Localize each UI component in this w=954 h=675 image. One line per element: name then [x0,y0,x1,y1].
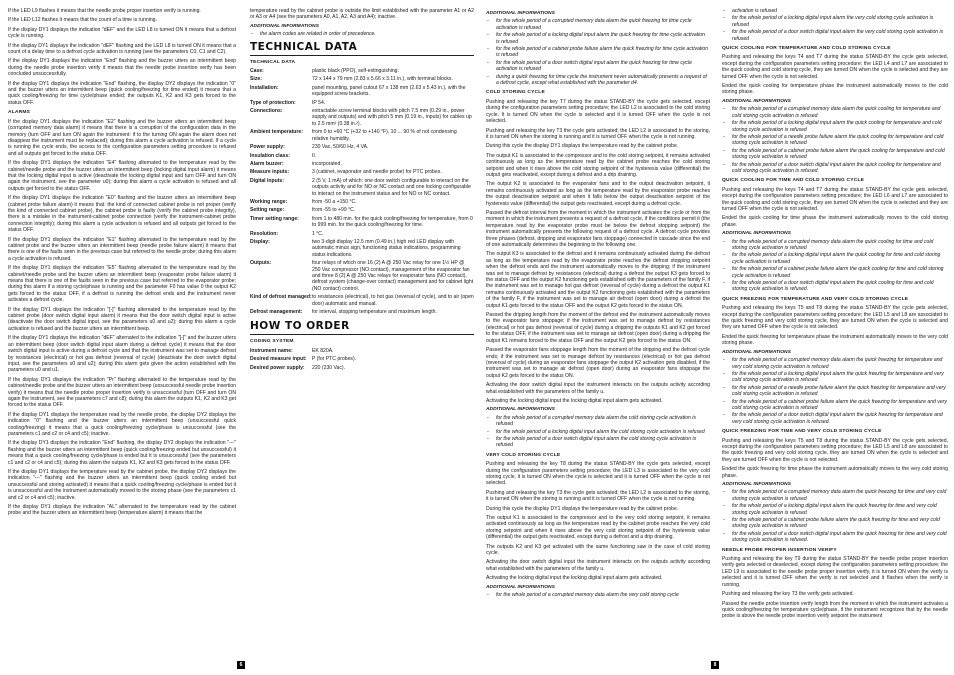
paragraph: Pushing and releasing the keys T4 and T7 during the status STAND-BY the cycle gets selected, except during the configuration parameters setting procedure; the LED L6 and L7 are associated to the quick cooling and cold storing cycle, they are turned ON when the cycle is selected and they are turned OFF when the cycle is not selected. [722,186,948,212]
list-item: - the alarm codes are related in order of precedence. [250,31,474,37]
paragraph: Pushing and releasing the key T3 the cycle gets activated; the LED L2 is associated to the storing, it is turned ON when the storing is running and it is turned OFF when the cycle is not running. [486,127,710,140]
paragraph: Pushing and releasing the key T3 the verify gets activated. [722,591,854,598]
list-item: - for the whole period of a cabinet probe failure alarm the quick cooling for time and cold storing cycle activation is refused [722,266,948,279]
list-item: - during a quick freezing for time cycle the instrument never automatically presents a request of a defrost cycle, except what established with the parameter d4. [486,74,710,87]
paragraph: If the display DY1 displays the temperature read by the cabinet probe, the display DY2 displays the indication "---" flashing and the buzzer utters an intermittent beep (quick cooling ended but unsuccessful and storing activated) it means that a quick cooling/freezing cycle/phase is ended but it is unsuccessful and the instrument automatically moved to the storing phase (see the parameters c1 and c2 or c4 and c5); inactive. [8,469,236,501]
spec-value: from -55 to +99 °C. [312,207,356,214]
spec-key: Insulation class: [250,152,290,159]
paragraph: Activating the door switch digital input the instrument interacts on the outputs activity according what established with the parameters of the family u. [486,559,710,572]
list-item: - for the whole period of a door switch digital input alarm the quick freezing for temperature and very cold storing cycle activation is refused. [722,412,948,425]
spec-value: IP 54. [312,99,326,106]
spec-value: 2 (5 V, 1 mA) of which: one door switch configurable to interact on the outputs activity and for NO or NC contact and one locking configurable to interact on the instrument status and for NO or NC contact. [312,177,471,197]
order-key: Desired power supply: [250,364,305,371]
divider [250,55,474,56]
table-row [250,294,474,309]
spec-key: Digital inputs: [250,177,284,184]
list-item: - for the whole period of a corrupted memory data alarm the quick freezing for temperature and very cold storing cycle activation is refused [722,357,948,370]
spec-value: from 1 to 480 min. for the quick cooling/freezing for temperature, from 0 to 999 min. for the quick cooling/freezing for time. [312,215,473,229]
spec-key: Kind of defrost managed: [250,294,312,301]
spec-key: Outputs: [250,260,272,267]
table-row [250,207,474,215]
order-value: 220 (230 Vac). [312,364,346,371]
spec-value: II. [312,152,317,159]
table-row [250,144,474,152]
technical-data-table [250,68,474,317]
additional-info-heading: ADDITIONAL INFORMATIONS [486,584,555,590]
paragraph: If the display DY1 displays the indication "E5" flashing alternated to the temperature read by the cabinet/needle probe and the buzzer utters an intermittent beep (evaporator probe failure alarm) it means that there is one of the faults seen in the previous case but referred to the evaporator probe; during this alarm if a storing cycle/phase is running and the parameter F0 has value 0 the output K2 gets forced to the status OFF, if a defrost is running the defrost ends and the instrument never activates a defrost cycle. [8,265,236,304]
paragraph: If the LED L9 flashes it means that the needle probe proper insertion verify is running. [8,8,201,14]
paragraph: Passed the dripping length from the moment of the defrost end the instrument automatically moves to the evaporator fans stoppage; if the instrument was set to manage defrost by resistances (electrical) or hot gas defrost (reversal of cycle) during a dripping the outputs K1 and K2 get forced to the status OFF, if the instrument was set to manage air defrost (open door) during a dripping the output K1 remains forced to the status OFF and the output K2 gets forced to the status ON. [486,312,710,344]
list-item: - for the whole period of a locking digital input alarm the cold storing cycle activation is refused [486,429,710,435]
paragraph: Ended the quick freezing for temperature phase the instrument automatically moves to the very cold storing phase. [722,333,948,347]
table-row [250,161,474,169]
table-row [250,239,474,260]
paragraph: Ended the quick cooling for temperature phase the instrument automatically moves to the cold storing phase. [722,83,948,96]
page-number: 8 [711,661,719,669]
table-row [250,100,474,108]
additional-info-heading: ADDITIONAL INFORMATIONS [722,349,791,355]
table-row [250,85,474,100]
paragraph: The output K1 is associated to the compressor and to the cold storing setpoint, it remains activated continuously as long as the temperature read by the cabinet probe reaches the cold storing setpoint and when it rises above the cold storing setpoint of the hysteresis value (differential) the output gets reactivated, except during a defrost and a drip draining. [486,152,710,178]
spec-key: Setting range: [250,207,285,214]
spec-value: two 3-digit display 12.5 mm (0.49 in.) high red LED display with automatic minus sign, functioning status indications, programming status indications. [312,238,461,258]
paragraph: Pushing and releasing the key T8 during the status STAND-BY the cycle gets selected, except during the configuration parameters setting procedure; the LED L3 is associated to the very cold storing cycle, it is turned ON when the cycle is selected and it is turned OFF when the cycle is not selected. [486,461,710,487]
list-item: - for the whole period of a locking digital input alarm the quick freezing for time cycle activation is refused [486,32,710,45]
table-row [250,129,474,144]
alarms-heading: ALARMS [8,110,31,116]
spec-key: Installation: [250,84,279,91]
list-item: - for the whole period of a corrupted memory data alarm the very cold storing cycle [486,592,710,598]
paragraph: Pushing and releasing the key T9 during the status STAND-BY the needle probe proper insertion verify gets selected or deselected, except during the configuration parameters setting procedure; the LED L9 is associated to the needle probe proper insertion verify, it is turned ON when the verify is selected and it is turned OFF when the verify is not selected and it flashes when the verify is running. [722,556,948,588]
paragraph: Passed the defrost interval from the moment in which the instrument activates the cycle or from the moment in which the instrument presents a request of a defrost cycle, if the conditions permit it (the temperature read by the evaporator probe must be below the defrost stopping setpoint) the instrument automatically presents the following request of a defrost cycle. A defrost cycle provides three phases (defrost, dripping and evaporator fans stoppage) connected in cascade since the end of one automatically determines the beginning to the following one. [486,209,710,248]
paragraph: If the display DY1 displays the indication "dEF" and the LED L8 is turned ON it means that a defrost cycle is running. [8,26,236,40]
section-heading: NEEDLE PROBE PROPER INSERTION VERIFY [722,547,837,553]
additional-info-heading: ADDITIONAL INFORMATIONS [486,407,555,413]
order-value: P (for PTC probes). [312,356,357,363]
spec-key: Size: [250,76,262,83]
list-item: - for the whole period of a door switch digital input alarm the cold storing cycle activation is refused [486,436,710,449]
table-row [250,356,474,364]
paragraph: The output K2 is associated to the evaporator fans and to the output deactivation setpoint, it remains continuously activated as long as the temperature read by the evaporator probe reaches the output deactivation setpoint and when it falls below the output deactivation setpoint of the hysteresis value (differential) the output gets reactivated, except during a defrost cycle. [486,181,710,207]
list-item: - for the whole period of a locking digital input alarm the quick freezing for time and very cold storing cycle activation is refused [722,503,948,516]
paragraph: The output K3 is associated to the defrost and it remains continuously activated during the defrost as long as the temperature read by the evaporator probe reaches the defrost stopping setpoint when the defrost ends and the instrument automatically moves to the dripping; if the instrument was set to manage defrost by resistances (electrical) during a defrost the output K3 gets forced to the status OFF and the output K2 functioning gets established with the parameters of the family F, if the instrument was set to manage hot gas defrost (reversal of cycle) during a defrost the output K1 remains continuously activated and the output K2 functioning gets established with the parameters of the family F, if the instrument was set to manage air defrost (open door) during a defrost the output K1 gets forced to the status OFF and the output K2 gets forced to the status ON. [486,251,710,309]
paragraph: The outputs K2 and K3 get activated with the same functioning saw in the case of cold storing cycle. [486,543,710,557]
paragraph: If the display DY1 displays the indication "End" flashing, the display DY2 displays the indication "0" and the buzzer utters an intermittent beep (quick cooling/freezing for time ended) it means that a quick cooling/freezing for time cycle/phase ended; the outputs K1, K2 and K3 gets forced to the status OFF. [8,80,236,106]
paragraph: If the display DY1 displays the indication "E1" flashing alternated to the temperature read by the cabinet probe and the buzzer utters an intermittent beep (needle probe failure alarm) it means that there is one of the faults seen in the previous case but referred to the needle probe; during this alarm a cycle activation is refused. [8,236,236,262]
order-value: EK 820A. [312,347,334,354]
paragraph: Activating the locking digital input the locking digital input alarm gets activated. [486,575,663,582]
spec-key: Working range: [250,198,288,205]
spec-value: extractable screw terminal blocks with pitch 7.5 mm (0.29 in., power supply and outputs) and with pitch 5 mm (0.19 in., inputs) for cables up to 2.5 mm² (0.38 in.²). [312,108,472,127]
table-row [250,76,474,84]
paragraph: If the display DY1 displays the indication "E4" flashing alternated to the temperature read by the cabinet/needle probe and the buzzer utters an intermittent beep (locking digital input alarm) it means that the locking digital input is active (deactivate the locking digital input and turn OFF and turn ON again the instrument, see the parameter u0); during this alarm a cycle activation is refused and all outputs get forced to the status OFF. [8,160,236,192]
additional-info-list [486,415,710,449]
page-number: 6 [237,661,245,669]
paragraph: Pushing and releasing the keys T5 and T8 during the status STAND-BY the cycle gets selected, except during the configuration parameters setting procedure; the LED L5 and L8 are associated to the quick freezing and very cold storing cycle, they are turned ON when the cycle is selected and they are turned OFF when the cycle is not selected. [722,305,948,331]
list-item: - for the whole period of a door switch digital input alarm the quick freezing for time and very cold storing cycle activation is refused. [722,531,948,544]
spec-value: panel mounting, panel cutout 67 x 138 mm (2.63 x 5.43 in.), with the equipped screw brackets. [312,84,466,98]
paragraph: If the display DY1 displays the indication "End" flashing, the display DY2 displays the indication "---" flashing and the buzzer utters an intermittent beep (quick cooling/freezing ended but unsuccessful) it means that a quick cooling/freezing cycle/phase is ended but it is unsuccessful (see the parameters c1 and c2 or c4 and c5); during this alarm the outputs K1, K2 and K3 gets forced to the status OFF. [8,440,236,466]
spec-value: 3 (cabinet, evaporator and needle probe) for PTC probes. [312,169,442,176]
list-item: - for the whole period of a cabinet probe failure alarm the quick freezing for time cycle activation is refused [486,46,710,59]
paragraph: If the display DY1 displays the indication "dEF" flashing and the LED L8 is turned ON it means that a count of a delay time to a defrost cycle activation is running (see the parameters C0, C1 and C2). [8,42,236,56]
coding-system-heading: CODING SYSTEM [250,339,294,345]
table-row [250,231,474,239]
spec-key: Alarm buzzer: [250,160,284,167]
spec-value: four relays of which one 16 (2) A @ 250 Vac relay for one 1½ HP @ 250 Vac compressor (NO contact), management of the evaporator fan and three 8 (2) A @ 250 Vac relays for evaporator fans (NO contact), defrost system (change-over contact) management and for cabinet light (NO contact) control. [312,260,474,292]
section-heading: QUICK COOLING FOR TEMPERATURE AND COLD STORING CYCLE [722,46,891,52]
spec-value: incorporated. [312,160,342,167]
table-row [250,153,474,161]
table-row [250,216,474,231]
spec-value: to resistances (electrical), to hot gas (reversal of cycle), and to air (open door) automatic and manual. [312,294,474,307]
paragraph: If the display DY1 displays the indication "Pr" flashing alternated to the temperature read by the cabinet/needle probe and the buzzer utters an intermittent beep (unsuccessful needle probe insertion verify) it means that the needle probe proper insertion verify is unsuccessful (turn OFF and turn ON again the instrument, see the parameters c7 and c8); during this alarm the outputs K1, K2 and K3 get forced to the status OFF. [8,376,236,409]
list-item: - for the whole period of a locking digital input alarm the quick freezing for temperature and very cold storing cycle activation is refused [722,371,948,384]
very-cold-storing-heading: VERY COLD STORING CYCLE [486,452,561,458]
intro-block [8,8,236,106]
spec-key: Connections: [250,108,283,115]
paragraph: Activating the locking digital input the locking digital input alarm gets activated. [486,397,663,404]
list-item: - for the whole period of a corrupted memory data alarm the quick cooling for time and cold storing cycle activation is refused [722,239,948,252]
paragraph: If the display DY1 displays the indication "dEF" alternated to the indication "[-]" and the buzzer utters an intermittent beep (door switch digital input alarm during a defrost cycle) it means that the door switch digital input is active during a defrost cycle and that the instrument was set to manage defrost by resistances (electrical) or hot gas defrost (reversal of cycle) (deactivate the door switch digital input, see the parameters u0 and u2); during this alarm gets given the action established with the parameters u0 and u1. [8,335,236,374]
spec-key: Ambient temperature: [250,129,303,136]
spec-value: 230 Vac, 50/60 Hz, 4 VA. [312,144,369,151]
spec-key: Type of protection: [250,99,296,106]
order-key: Desired measure input: [250,356,307,363]
technical-data-title: TECHNICAL DATA [250,40,358,53]
table-row [250,169,474,177]
column-4 [722,8,948,668]
list-item: - for the whole period of a needle probe failure alarm the quick freezing for temperature and very cold storing cycle activation is refused [722,385,948,398]
list-item: - for the whole period of a corrupted memory data alarm the cold storing cycle activation is refused [486,415,710,428]
paragraph: temperature read by the cabinet probe is outside the limit established with the parameter A1 or A2 or A3 or A4 (see the parameters A0, A1, A2, A3 and A4); inactive. [250,8,474,21]
table-row [250,260,474,294]
how-to-order-title: HOW TO ORDER [250,320,350,333]
paragraph: During this cycle the display DY1 displays the temperature read by the cabinet probe. [486,143,679,150]
paragraph: If the display DY1 displays the indication "[-]" flashing alternated to the temperature read by the cabinet probe (door switch digital input alarm) it means that the door switch digital input is active (deactivate the door switch digital input, see the parameters u0 and u2); during this alarm a cycle activation is refused and the buzzer utters an intermittent beep. [8,306,236,332]
paragraph: Pushing and releasing the key T3 the cycle gets activated; the LED L2 is associated to the storing, it is turned ON when the storing is running and it is turned OFF when the cycle is not running. [486,489,710,503]
list-item: - for the whole period of a needle probe failure alarm the quick cooling for temperature and cold storing cycle activation is refused [722,134,948,147]
spec-value: plastic black (PPO), self-extinguishing. [312,68,399,75]
list-item: - for the whole period of a corrupted memory data alarm the quick freezing for time cycle activation is refused [486,18,710,31]
paragraph: If the display DY1 displays the temperature read by the needle probe, the display DY2 displays the indication "0" flashing and the buzzer utters an intermittent beep (unsuccessful quick cooling/freezing) it means that a quick cooling/freezing cycle/phase is unsuccessful (see the parameters c1 and c2 or c4 and c5); inactive. [8,411,236,437]
paragraph: The output K1 is associated to the compressor and to the very cold storing setpoint, it remains activated continuously as long as the temperature read by the cabinet probe reaches the very cold storing setpoint and when it rises above the very cold storing setpoint of the hysteresis value (differential) the output gets reactivated, except during a defrost and a drip draining. [486,515,710,541]
table-row [250,108,474,129]
spec-key: Case: [250,68,264,75]
list-item: - for the whole period of a locking digital input alarm the quick cooling for time and cold storing cycle activation is refused [722,252,948,265]
paragraph: Pushing and releasing the keys T4 and T7 during the status STAND-BY the cycle gets selected, except during the configuration parameters setting procedure; the LED L4 and L7 are associated to the quick cooling and cold storing cycle, they are turned ON when the cycle is selected and they are turned OFF when the cycle is not selected. [722,54,948,80]
additional-info-list [250,31,474,37]
additional-info-list [722,357,948,425]
additional-info-list [722,489,948,543]
technical-data-subheading: TECHNICAL DATA [250,59,296,65]
table-row [250,309,474,317]
table-row [250,365,474,373]
additional-info-list [722,8,948,42]
spec-value: 1 °C. [312,230,324,237]
paragraph: If the display DY1 displays the indication "AL" alternated to the temperature read by the cabinet probe and the buzzer utters an intermittent beep (temperature alarm) it means that the [8,504,236,517]
alarms-block [8,119,236,517]
list-item: - for the whole period of a corrupted memory data alarm the quick freezing for time and very cold storing cycle activation is refused [722,489,948,502]
paragraph: Passed the evaporator fans stoppage length from the moment of the dripping end the defrost cycle ends; if the instrument was set to manage defrost by resistances (electrical) or hot gas defrost (reversal of cycle) during an evaporator fans stoppage the output K2 activation gets disabled, if the instrument was set to manage air defrost (open door) during an evaporator fans stoppage the output K2 gets forced to the status ON. [486,347,710,379]
spec-value: from 0 to +60 °C (+32 to +140 °F), 10 ... 90 % of not condensing relative humidity. [312,129,457,142]
paragraph: Passed the needle probe insertion verify length from the moment in which the instrument activates a quick cooling/freezing for temperature cycle/phase, if the instrument recognizes that by the needle probe is above the needle probe insertion verify setpoint the instrument [722,600,948,620]
table-row [250,68,474,76]
spec-key: Timer setting range: [250,215,299,222]
order-table [250,348,474,373]
list-item: - for the whole period of a cabinet probe failure alarm the quick freezing for temperature and very cold storing cycle activation is refused [722,399,948,412]
column-3 [486,8,710,668]
spec-value: for interval, stopping temperature and maximum length. [312,309,437,316]
additional-info-heading: ADDITIONAL INFORMATIONS [250,23,319,29]
section-heading: QUICK FREEZING FOR TIME AND VERY COLD STORING CYCLE [722,429,882,435]
additional-info-list [722,239,948,293]
cold-storing-heading: COLD STORING CYCLE [486,90,545,96]
spec-key: Defrost management: [250,309,303,316]
list-item: - for the whole period of a cabinet probe failure alarm the quick cooling for temperature and cold storing cycle activation is refused [722,148,948,161]
section-heading: QUICK COOLING FOR TIME AND COLD STORING CYCLE [722,178,865,184]
additional-info-heading: ADDITIONAL INFORMATIONS [486,11,555,16]
additional-info-heading: ADDITIONAL INFORMATIONS [722,482,791,487]
spec-value: from -50 a +150 °C. [312,198,357,205]
order-key: Instrument name: [250,347,293,354]
list-item: - for the whole period of a cabinet probe failure alarm the quick freezing for time and very cold storing cycle activation is refused [722,517,948,530]
list-item: - for the whole period of a door switch digital input alarm the quick cooling for time and cold storing cycle activation is refused. [722,280,948,293]
divider [250,334,474,335]
list-item: - for the whole period of a door switch digital input alarm the quick freezing for time cycle activation is refused [486,60,710,73]
column-2 [250,8,474,668]
spec-value: 72 x 144 x 79 mm (2.83 x 5.66 x 3.11 in.), with terminal blocks. [312,76,453,83]
paragraph: Pushing and releasing the keys T5 and T8 during the status STAND-BY the cycle gets selected, except during the configuration parameters setting procedure; the LED L5 and L8 are associated to the quick freezing and very cold storing cycle, they are turned ON when the cycle is selected and they are turned OFF when the cycle is not selected. [722,437,948,463]
paragraph: If the display DY1 displays the indication "End" flashing and the buzzer utters an intermittent beep during the needle probe insertion verify it means that the needle probe insertion verify has been concluded unsuccessfully. [8,58,236,78]
paragraph: During this cycle the display DY1 displays the temperature read by the cabinet probe. [486,505,679,512]
additional-info-heading: ADDITIONAL INFORMATIONS [722,98,791,104]
paragraph: Pushing and releasing the key T7 during the status STAND-BY the cycle gets selected, except during the configuration parameters setting procedure; the LED L2 is associated to the cold storing cycle. It is turned ON when the cycle is selected and it is turned OFF when the cycle is not selected. [486,98,710,125]
section-heading: QUICK FREEZING FOR TEMPERATURE AND VERY COLD STORING CYCLE [722,296,909,302]
paragraph: If the display DY1 displays the indication "E0" flashing and the buzzer utters an intermittent beep (cabinet probe failure alarm) it means that: the kind of connected cabinet probe is not proper (verify the kind of connected cabinet probe), the cabinet probe is faulty (verify the cabinet probe integrity), there is a mistake in the instrument-cabinet probe connection (verify the instrument-cabinet probe connection integrity); during this alarm a cycle activation is refused and all outputs get forced to the status OFF. [8,195,236,234]
additional-info-heading: ADDITIONAL INFORMATIONS [722,231,791,237]
paragraph: Ended the quick freezing for time phase the instrument automatically moves to the very cold storing phase. [722,466,948,479]
paragraph: If the display DY1 displays the indication "E2" flashing and the buzzer utters an intermittent beep (corrupted memory data alarm) it means that there is a corruption of the configuration data in the memory (turn OFF and turn ON again the instrument: if to the turning ON again the alarm does not disappear the instrument must be replaced); during this alarm a cycle activation is refused. If a cycle is running the cycle ends, the access to the configuration parameters setting procedure is refused and all outputs get forced to the status OFF. [8,118,236,157]
list-item: - activation is refused [722,8,948,14]
additional-info-list [722,106,948,174]
spec-key: Resolution: [250,230,279,237]
column-1 [8,8,236,668]
table-row [250,178,474,199]
spec-key: Power supply: [250,144,285,151]
list-item: - for the whole period of a locking digital input alarm the very cold storing cycle activation is refused [722,15,948,28]
table-row [250,348,474,356]
list-item: - for the whole period of a door switch digital input alarm the very cold storing cycle activation is refused [722,29,948,42]
paragraph: If the LED L12 flashes it means that the count of a time is running. [8,17,157,24]
spec-key: Display: [250,238,270,245]
paragraph: Ended the quick cooling for time phase the instrument automatically moves to the cold storing phase. [722,215,948,228]
additional-info-list [486,18,710,86]
paragraph: Activating the door switch digital input the instrument interacts on the outputs activity according what established with the parameters of the family u. [486,382,710,395]
additional-info-list [486,592,710,598]
spec-key: Measure inputs: [250,169,290,176]
list-item: - for the whole period of a locking digital input alarm the quick cooling for temperature and cold storing cycle activation is refused [722,120,948,133]
table-row [250,199,474,207]
list-item: - for the whole period of a door switch digital input alarm the quick cooling for temperature and cold storing cycle activation is refused. [722,162,948,175]
list-item: - for the whole period of a corrupted memory data alarm the quick cooling for temperature and cold storing cycle activation is refused [722,106,948,119]
